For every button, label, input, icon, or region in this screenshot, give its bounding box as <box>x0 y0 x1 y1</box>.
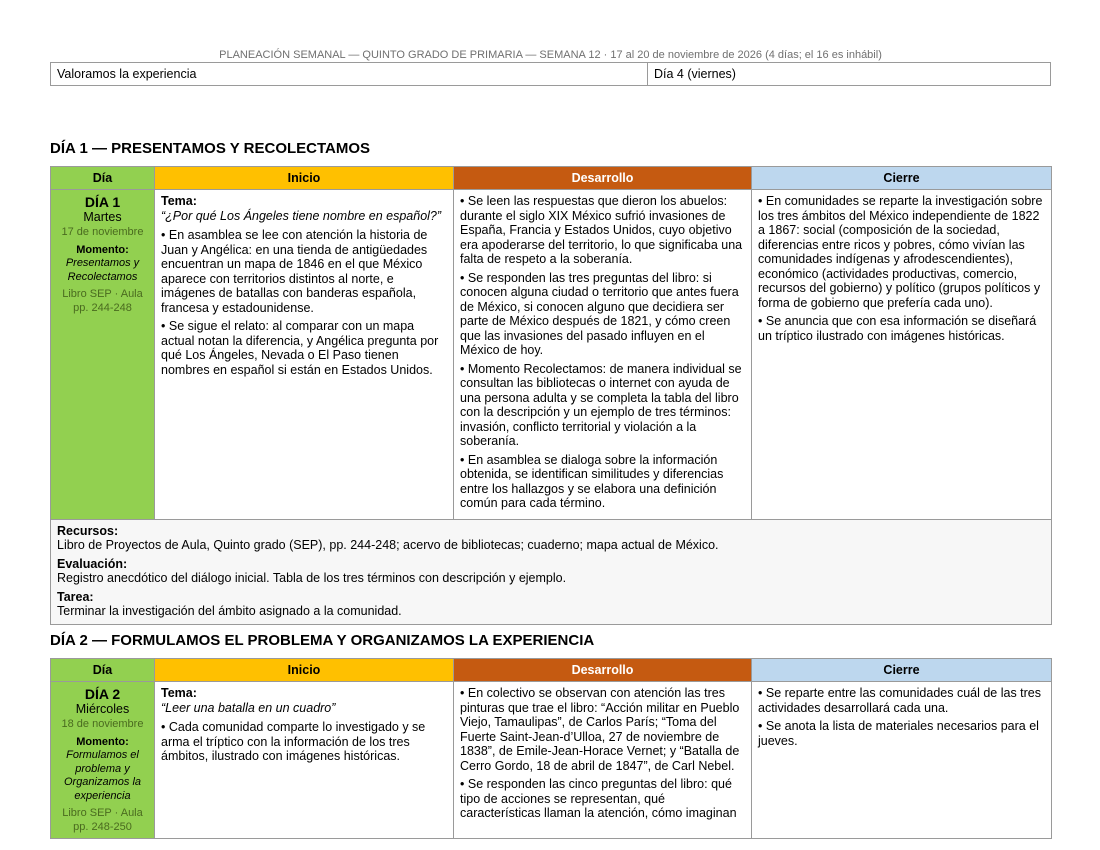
tema-text: “Leer una batalla en un cuadro” <box>161 700 336 715</box>
day-number: DÍA 2 <box>84 686 121 702</box>
moment-text: Presentamos y Recolectamos <box>65 257 140 283</box>
inicio-bullet: • Se sigue el relato: al comparar con un mapa actual notan la diferencia, y Angélica pregunta por qué Los Ángeles, Nevada o El Paso tienen nombres en español si están en Estados Unidos. <box>161 319 447 377</box>
cierre-bullet: • En comunidades se reparte la investigación sobre los tres ámbitos del México independiente de 1822 a 1867: social (composición de la sociedad, diferencias entre ricos y pobres, cómo vivían las comunidades indígenas y afrodescendientes), económico (actividades productivas, comercio, recursos del gobierno) y político (grupos políticos y forma de gobierno que prefería cada uno). <box>758 194 1045 310</box>
recursos-label: Recursos: <box>57 523 119 538</box>
day1-cierre-cell <box>752 190 1052 520</box>
col-header-desarrollo: Desarrollo <box>454 167 752 190</box>
inicio-bullet: • Cada comunidad comparte lo investigado y se arma el tríptico con la información de los tres ámbitos, ilustrado con imágenes históricas. <box>161 720 447 764</box>
tema-text: “¿Por qué Los Ángeles tiene nombre en español?” <box>161 208 442 223</box>
cierre-bullet: • Se anota la lista de materiales necesarios para el jueves. <box>758 719 1045 748</box>
day1-inicio-cell <box>155 190 454 520</box>
desarrollo-bullet: • Se responden las cinco preguntas del libro: qué tipo de acciones se representan, qué características llaman la atención, cómo imaginan <box>460 777 745 821</box>
day2-content-row <box>51 682 1052 839</box>
recursos-text: Libro de Proyectos de Aula, Quinto grado (SEP), pp. 244-248; acervo de bibliotecas; cuaderno; mapa actual de México. <box>57 538 719 552</box>
cierre-bullet: • Se reparte entre las comunidades cuál de las tres actividades desarrollará cada una. <box>758 686 1045 715</box>
day2-cierre-cell <box>752 682 1052 839</box>
col-header-desarrollo: Desarrollo <box>454 659 752 682</box>
evaluacion-label: Evaluación: <box>57 556 128 571</box>
col-header-cierre: Cierre <box>752 659 1052 682</box>
tema-label: Tema: <box>161 194 197 208</box>
col-header-inicio: Inicio <box>155 659 454 682</box>
day2-day-cell <box>51 682 155 839</box>
inicio-bullet: • En asamblea se lee con atención la historia de Juan y Angélica: en una tienda de antigüedades encuentran un mapa de 1846 en el que México aparece con territorios distintos al norte, e imágenes de batallas con banderas española, francesa y estadounidense. <box>161 228 447 315</box>
day4-label: Día 4 (viernes) <box>654 67 736 81</box>
col-header-inicio: Inicio <box>155 167 454 190</box>
book-reference: Libro SEP · Aula pp. 244-248 <box>62 288 143 314</box>
planning-page <box>50 49 1051 833</box>
col-header-cierre: Cierre <box>752 167 1052 190</box>
day1-footer-cell <box>51 519 1052 624</box>
lesson-title: Valoramos la experiencia <box>51 63 648 85</box>
day1-section-title: DÍA 1 — PRESENTAMOS Y RECOLECTAMOS <box>50 140 371 157</box>
lesson-info-bar <box>50 62 1051 86</box>
moment-text: Formulamos el problema y Organizamos la experiencia <box>63 749 142 802</box>
day1-day-cell <box>51 190 155 520</box>
cierre-bullet: • Se anuncia que con esa información se diseñará un tríptico ilustrado con imágenes históricas. <box>758 314 1045 343</box>
moment-label: Momento: <box>76 736 129 748</box>
document-header: PLANEACIÓN SEMANAL — QUINTO GRADO DE PRIMARIA — SEMANA 12 · 17 al 20 de noviembre de 2026 (4 días; el 16 es inhábil) <box>219 49 882 61</box>
tarea-text: Terminar la investigación del ámbito asignado a la comunidad. <box>57 604 402 618</box>
col-header-dia: Día <box>51 167 155 190</box>
col-header-dia: Día <box>51 659 155 682</box>
table-header-row <box>51 167 1052 190</box>
day1-content-row <box>51 190 1052 520</box>
tema-label: Tema: <box>161 686 197 700</box>
table-header-row <box>51 659 1052 682</box>
day-date: 18 de noviembre <box>61 718 144 730</box>
day-date: 17 de noviembre <box>61 226 144 238</box>
day-number: DÍA 1 <box>84 194 121 210</box>
desarrollo-bullet: • Se leen las respuestas que dieron los abuelos: durante el siglo XIX México sufrió invasiones de España, Francia y Estados Unidos, cuyo objetivo era apoderarse del territorio, lo que significaba una falta de respeto a la soberanía. <box>460 194 745 267</box>
book-reference: Libro SEP · Aula pp. 248-250 <box>62 807 143 833</box>
day1-plan-table <box>50 166 1052 625</box>
day1-desarrollo-cell <box>454 190 752 520</box>
day2-section-title: DÍA 2 — FORMULAMOS EL PROBLEMA Y ORGANIZAMOS LA EXPERIENCIA <box>50 632 595 649</box>
desarrollo-bullet: • Se responden las tres preguntas del libro: si conocen alguna ciudad o territorio que antes fuera de México, si conocen alguno que decidiera ser parte de México después de 1821, y cómo creen que las invasiones del pasado influyen en el México de hoy. <box>460 271 745 358</box>
desarrollo-bullet: • Momento Recolectamos: de manera individual se consultan las bibliotecas o internet con ayuda de una persona adulta y se completa la tabla del libro con la descripción y un ejemplo de tres términos: invasión, conflicto territorial y violación a la soberanía. <box>460 362 745 449</box>
day2-plan-table <box>50 658 1052 839</box>
moment-label: Momento: <box>76 244 129 256</box>
evaluacion-text: Registro anecdótico del diálogo inicial. Tabla de los tres términos con descripción y ejemplo. <box>57 571 567 585</box>
desarrollo-bullet: • En asamblea se dialoga sobre la información obtenida, se identifican similitudes y diferencias entre los hallazgos y se elabora una definición común para cada término. <box>460 453 745 511</box>
tarea-label: Tarea: <box>57 589 94 604</box>
desarrollo-bullet: • En colectivo se observan con atención las tres pinturas que trae el libro: “Acción militar en Pueblo Viejo, Tamaulipas”, de Carlos París; “Toma del Fuerte Saint-Jean-d’Ulloa, 27 de noviembre de 1838”, de Emile-Jean-Horace Vernet; y “Batalla de Cerro Gordo, 18 de abril de 1847”, de Carl Nebel. <box>460 686 745 773</box>
day2-inicio-cell <box>155 682 454 839</box>
day2-desarrollo-cell <box>454 682 752 839</box>
day-name: Martes <box>83 210 122 224</box>
day-name: Miércoles <box>75 702 130 716</box>
day1-footer-row <box>51 519 1052 624</box>
